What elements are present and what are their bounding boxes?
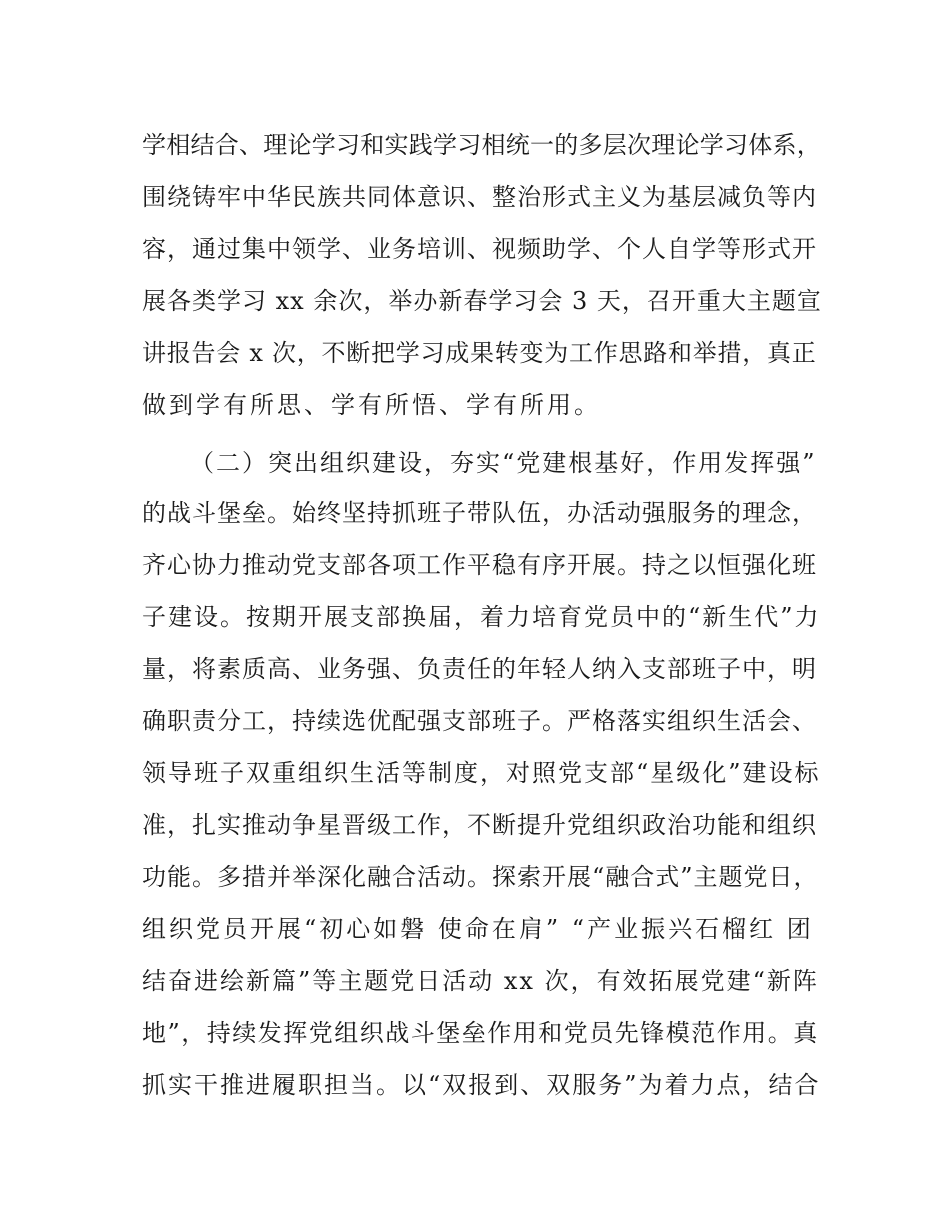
text-line: 齐心协力推动党支部各项工作平稳有序开展。持之以恒强化班 [142,551,817,579]
text-line: 结奋进绘新篇”等主题党日活动 xx 次，有效拓展党建“新阵 [142,967,819,995]
text-line: 子建设。按期开展支部换届，着力培育党员中的“新生代”力 [142,603,821,631]
text-line: 领导班子双重组织生活等制度，对照党支部“星级化”建设标 [142,759,821,787]
section-heading-line: （二）突出组织建设，夯实“党建根基好，作用发挥强” [190,449,817,477]
text-line: 容，通过集中领学、业务培训、视频助学、个人自学等形式开 [142,235,817,263]
text-line: 围绕铸牢中华民族共同体意识、整治形式主义为基层减负等内 [142,183,817,211]
text-line: 量，将素质高、业务强、负责任的年轻人纳入支部班子中，明 [142,655,817,683]
text-line: 的战斗堡垒。始终坚持抓班子带队伍，办活动强服务的理念， [142,499,817,527]
text-line: 功能。多措并举深化融合活动。探索开展“融合式”主题党日， [142,863,819,891]
text-line: 组织党员开展“初心如磐 使命在肩” “产业振兴石榴红 团 [142,915,814,943]
text-line: 做到学有所思、学有所悟、学有所用。 [142,391,601,419]
text-line: 抓实干推进履职担当。以“双报到、双服务”为着力点，结合 [142,1071,821,1099]
text-line: 确职责分工，持续选优配强支部班子。严格落实组织生活会、 [142,707,817,735]
text-line: 讲报告会 x 次，不断把学习成果转变为工作思路和举措，真正 [142,339,817,367]
text-line: 学相结合、理论学习和实践学习相统一的多层次理论学习体系， [142,131,821,159]
text-line: 地”，持续发挥党组织战斗堡垒作用和党员先锋模范作用。真 [142,1019,819,1047]
text-line: 展各类学习 xx 余次，举办新春学习会 3 天，召开重大主题宣 [142,287,822,315]
text-line: 准，扎实推动争星晋级工作，不断提升党组织政治功能和组织 [142,811,817,839]
